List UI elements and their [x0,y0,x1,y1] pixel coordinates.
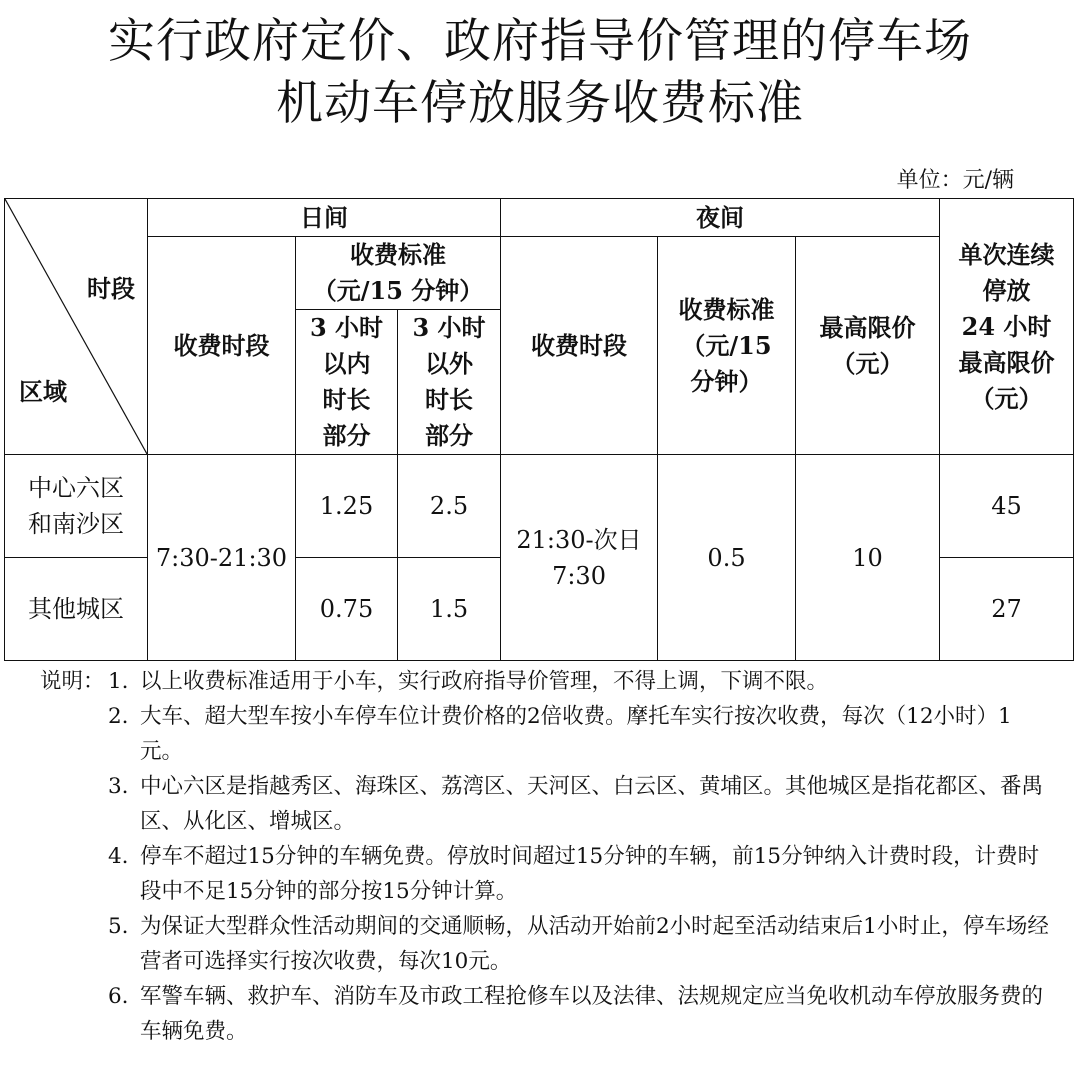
header-day-charge-period: 收费时段 [148,237,296,455]
header-night-rate: 收费标准 （元/15 分钟） [658,237,796,455]
header-beyond-3h: 3 小时 以外 时长 部分 [398,310,501,455]
header-day: 日间 [148,199,501,237]
zone-cell: 中心六区 和南沙区 [5,455,148,558]
notes-section [40,664,1050,1049]
table-row [5,455,1074,558]
zone-cell: 其他城区 [5,558,148,661]
night-period-cell: 21:30-次日 7:30 [501,455,658,661]
header-within-3h: 3 小时 以内 时长 部分 [296,310,398,455]
header-max24: 单次连续 停放 24 小时 最高限价 （元） [940,199,1074,455]
document-title-line2: 机动车停放服务收费标准 [276,76,804,131]
max24-value: 45 [940,455,1074,558]
header-zone-label: 区域 [19,377,67,406]
header-night: 夜间 [501,199,940,237]
notes-prefix: 说明： [40,669,105,694]
diagonal-line [5,199,147,454]
within-3h-value: 0.75 [296,558,398,661]
unit-label: 单位：元/辆 [896,168,1014,193]
beyond-3h-value: 2.5 [398,455,501,558]
max24-value: 27 [940,558,1074,661]
header-diagonal-cell [5,199,148,455]
header-day-rate: 收费标准 （元/15 分钟） [296,237,501,310]
within-3h-value: 1.25 [296,455,398,558]
beyond-3h-value: 1.5 [398,558,501,661]
header-night-charge-period: 收费时段 [501,237,658,455]
fee-table [4,198,1074,661]
header-night-max: 最高限价 （元） [796,237,940,455]
note-item: 5. 为保证大型群众性活动期间的交通顺畅，从活动开始前2小时起至活动结束后1小时止，停车场经营者可选择实行按次收费，每次10元。 [108,914,1049,974]
note-item: 1. 以上收费标准适用于小车，实行政府指导价管理，不得上调，下调不限。 [108,669,829,694]
night-rate-value: 0.5 [658,455,796,661]
day-period-cell: 7:30-21:30 [148,455,296,661]
night-max-value: 10 [796,455,940,661]
header-period-label: 时段 [87,274,135,303]
note-item: 3. 中心六区是指越秀区、海珠区、荔湾区、天河区、白云区、黄埔区。其他城区是指花都区、番禺区、从化区、增城区。 [108,774,1044,834]
note-item: 6. 军警车辆、救护车、消防车及市政工程抢修车以及法律、法规规定应当免收机动车停放服务费的车辆免费。 [108,984,1044,1044]
note-item: 4. 停车不超过15分钟的车辆免费。停放时间超过15分钟的车辆，前15分钟纳入计费时段，计费时段中不足15分钟的部分按15分钟计算。 [108,844,1040,904]
document-title-line1: 实行政府定价、政府指导价管理的停车场 [108,14,972,69]
note-item: 2. 大车、超大型车按小车停车位计费价格的2倍收费。摩托车实行按次收费，每次（12小时）1元。 [108,704,1012,764]
